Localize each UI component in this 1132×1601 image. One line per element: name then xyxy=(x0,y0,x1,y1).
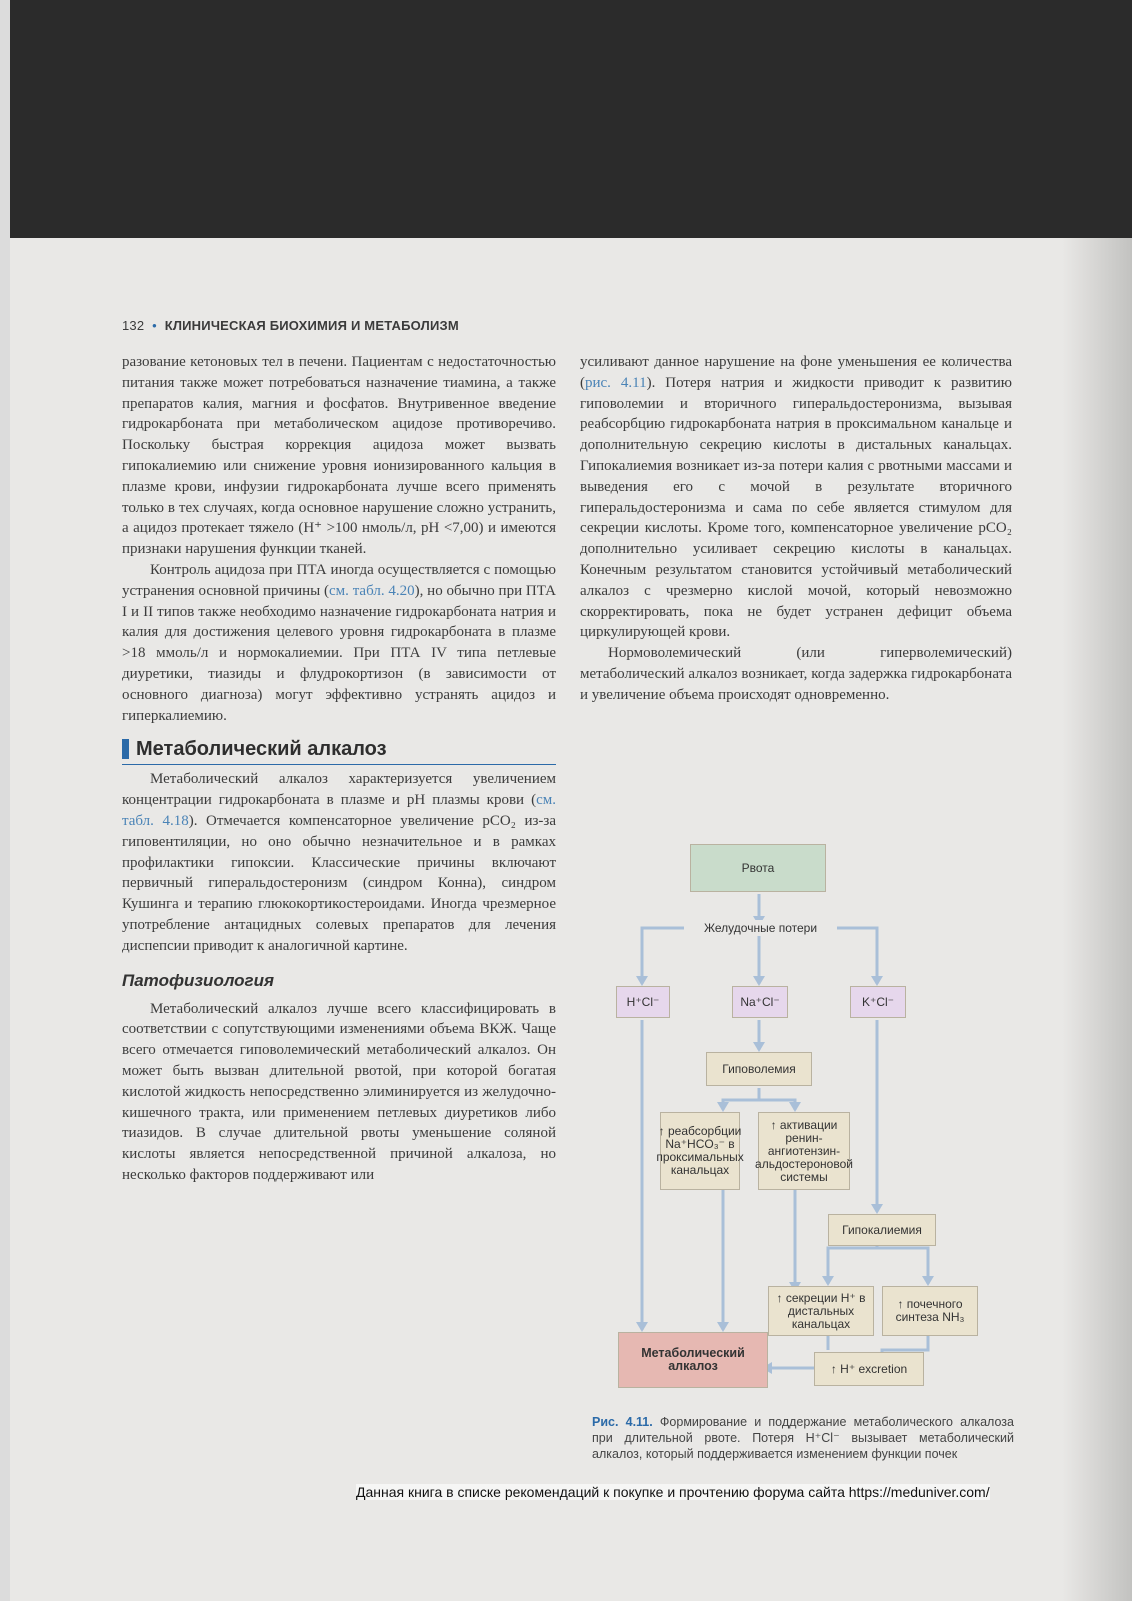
left-paragraph-3 xyxy=(122,769,556,956)
raas-activation-box: ↑ активации ренин-ангиотензин-альдостероновой системы xyxy=(758,1112,850,1190)
hypokalemia-box: Гипокалиемия xyxy=(828,1214,936,1246)
hydrogen-secretion-box: ↑ секреции H⁺ в дистальных канальцах xyxy=(768,1286,874,1336)
running-head-title: КЛИНИЧЕСКАЯ БИОХИМИЯ И МЕТАБОЛИЗМ xyxy=(164,318,459,333)
paragraph-text: усиливают данное нарушение на фоне уменьшения ее количества ( xyxy=(580,354,1012,391)
right-paragraph-2: Нормоволемический (или гиперволемический) метаболический алкалоз возникает, когда задержка гидрокарбоната и увеличение объема происходят одновременно. xyxy=(580,645,1012,703)
hypovolemia-box: Гиповолемия xyxy=(706,1052,812,1086)
page-shadow xyxy=(1062,238,1132,1601)
scanner-edge xyxy=(0,0,10,1601)
paragraph-text: Контроль ацидоза при ПТА иногда осуществляется с помощью устранения основной причины ( xyxy=(122,561,556,599)
hydrogen-excretion-box: ↑ H⁺ excretion xyxy=(814,1352,924,1386)
flow-diagram xyxy=(592,838,1012,1394)
subheading: Патофизиология xyxy=(122,970,275,990)
paragraph-text: ), но обычно при ПТА I и II типов также необходимо назначение гидрокарбоната натрия и калия для достижения целевого уровня гидрокарбоната в плазме >18 ммоль/л и нормокалиемии. При ПТА IV типа петлевые диуретики, тиазиды и флудрокортизон (в зависимости от основного диагноза) могут эффективно устранять ацидоз и гиперкалиемию. xyxy=(122,582,556,724)
metabolic-alkalosis-box: Метаболический алкалоз xyxy=(618,1332,768,1388)
table-reference-link[interactable]: см. табл. 4.18 xyxy=(122,792,556,829)
left-paragraph-1: разование кетоновых тел в печени. Пациентам с недостаточностью питания также может потребоваться назначение тиамина, а также препаратов калия, магния и фосфатов. Внутривенное введение гидрокарбоната при метаболическом ацидозе противоречиво. Поскольку быстрая коррекция ацидоза может вызвать гипокалиемию или снижение уровня ионизированного кальция в плазме крови, инфузии гидрокарбоната лучше всего применять только в тех случаях, когда основное нарушение сложно устранить, а ацидоз протекает тяжело (H⁺ >100 нмоль/л, pH <7,00) и имеются признаки нарушения функции тканей. xyxy=(122,354,556,558)
paragraph-text: ). Отмечается компенсаторное увеличение pCO₂ из-за гиповентиляции, но оно обычно незначительное и в рамках профилактики гипоксии. Классические причины включают первичный гиперальдостеронизм (синдром Конна), синдром Кушинга и терапию глюкокортикостероидами. Иногда чрезмерное употребление антацидных солевых препаратов для лечения диспепсии приводит к аналогичной картине. xyxy=(122,812,556,954)
hcl-box: H⁺Cl⁻ xyxy=(616,986,670,1018)
watermark-text: Данная книга в списке рекомендаций к покупке и прочтению форума сайта https://meduniver.com/ xyxy=(356,1484,990,1500)
left-paragraph-4: Метаболический алкалоз лучше всего классифицировать в соответствии с сопутствующими изменениями объема ВКЖ. Чаще всего отмечается гиповолемический метаболический алкалоз. Он может быть вызван длительной рвотой, при которой богатая кислотой жидкость непосредственно элиминируется из желудочно-кишечного тракта, или применением петлевых диуретиков либо тиазидов. В случае длительной рвоты уменьшение соляной кислоты является непосредственной причиной алкалоза, но несколько факторов поддерживают или xyxy=(122,1000,556,1183)
vomiting-box: Рвота xyxy=(690,844,826,892)
left-column xyxy=(122,352,556,1186)
book-page xyxy=(10,238,1132,1601)
figure-reference-link[interactable]: рис. 4.11 xyxy=(585,374,647,391)
figure-caption-text: Формирование и поддержание метаболического алкалоза при длительной рвоте. Потеря H⁺Cl⁻ вызывает метаболический алкалоз, который поддерживается изменением функции почек xyxy=(592,1415,1014,1461)
ammonia-synthesis-box: ↑ почечного синтеза NH₃ xyxy=(882,1286,978,1336)
figure-caption-label: Рис. 4.11. xyxy=(592,1415,653,1429)
gastric-losses-label: Желудочные потери xyxy=(684,920,837,936)
scanner-background xyxy=(0,0,1132,245)
right-column xyxy=(580,352,1012,706)
table-reference-link[interactable]: см. табл. 4.20 xyxy=(329,582,415,599)
figure-caption xyxy=(592,1414,1014,1462)
kcl-box: K⁺Cl⁻ xyxy=(850,986,906,1018)
section-heading: Метаболический алкалоз xyxy=(122,736,556,765)
running-head xyxy=(122,318,459,333)
left-paragraph-2 xyxy=(122,560,556,726)
right-paragraph-1 xyxy=(580,352,1012,643)
paragraph-text: Метаболический алкалоз характеризуется увеличением концентрации гидрокарбоната в плазме и pH плазмы крови ( xyxy=(122,771,556,809)
nacl-box: Na⁺Cl⁻ xyxy=(732,986,788,1018)
bicarbonate-reabsorption-box: ↑ реабсорбции Na⁺HCO₃⁻ в проксимальных канальцах xyxy=(660,1112,740,1190)
paragraph-text: ). Потеря натрия и жидкости приводит к развитию гиповолемии и вторичного гиперальдостеронизма, вызывая реабсорбцию гидрокарбоната натрия в проксимальном канальце и дополнительную секрецию кислоты в дистальных канальцах. Гипокалиемия возникает из-за потери калия с рвотными массами и выведения его с мочой в результате вторичного гиперальдостеронизма и сама по себе является стимулом для секреции кислоты. Кроме того, компенсаторное увеличение pCO₂ дополнительно усиливает секрецию кислоты в канальцах. Конечным результатом становится устойчивый метаболический алкалоз с чрезмерно кислой мочой, который невозможно скорректировать, пока не будет устранен дефицит объема циркулирующей крови. xyxy=(580,374,1012,641)
running-head-separator: • xyxy=(152,318,157,333)
page-number: 132 xyxy=(122,318,145,333)
